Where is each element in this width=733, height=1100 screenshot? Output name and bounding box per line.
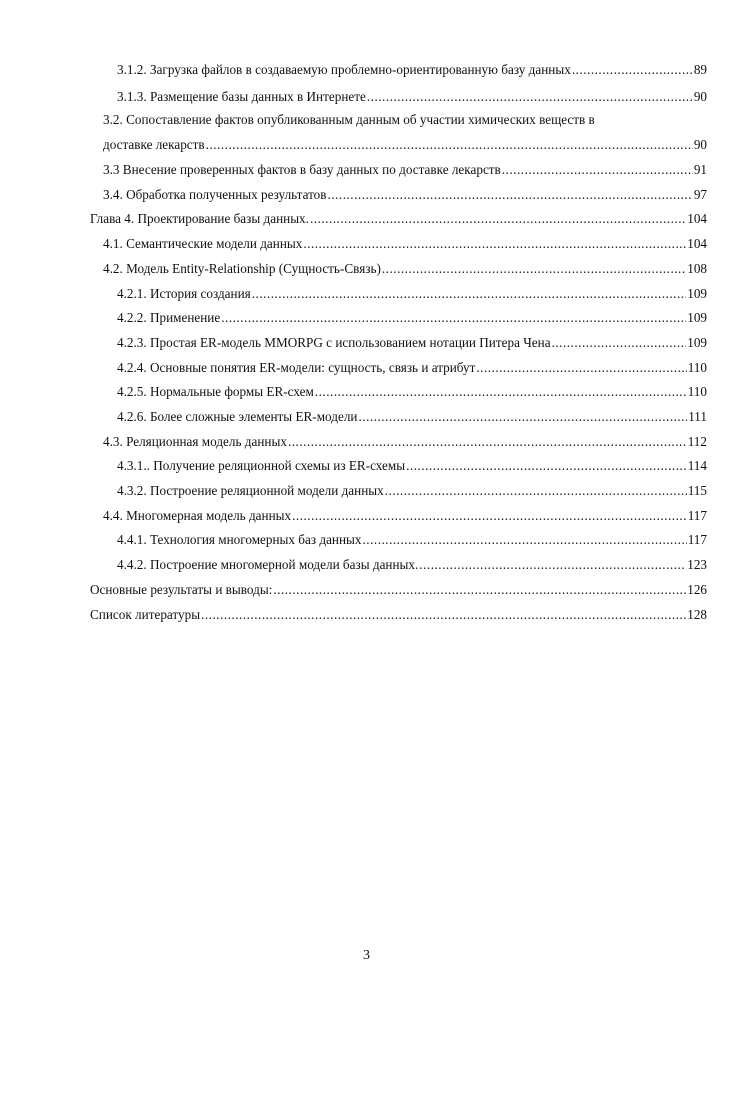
toc-dot-leader [385,479,687,503]
toc-entry-title: 4.2.4. Основные понятия ER-модели: сущность, связь и атрибут [117,360,476,375]
toc-entry-title: 4.4. Многомерная модель данных [103,508,292,523]
toc-entry-title: Список литературы [90,607,201,622]
toc-entry-title: 4.2.1. История создания [117,286,251,301]
toc-entry-page: 117 [687,532,707,547]
toc-entry-page: 126 [687,582,707,597]
toc-entry[interactable] [117,331,707,355]
toc-entry-title: 4.3. Реляционная модель данных [103,434,287,449]
toc-entry-title-line1: 3.2. Сопоставление фактов опубликованным данным об участии химических веществ в [103,112,595,127]
toc-entry[interactable] [103,133,707,157]
toc-entry[interactable] [103,430,707,454]
toc-entry-page: 108 [687,261,707,276]
toc-dot-leader [502,158,693,182]
toc-entry[interactable] [103,158,707,182]
toc-entry-title: 4.2.3. Простая ER-модель MMORPG с использованием нотации Питера Чена [117,335,551,350]
toc-entry[interactable] [117,380,707,404]
toc-dot-leader [328,183,693,207]
toc-dot-leader [206,133,693,157]
toc-dot-leader [273,578,686,602]
toc-entry-title: доставке лекарств [103,137,205,152]
toc-dot-leader [552,331,687,355]
toc-entry-title: Глава 4. Проектирование базы данных. [90,211,309,226]
toc-dot-leader [419,553,686,577]
toc-entry[interactable] [103,504,707,528]
toc-entry-page: 104 [687,236,707,251]
toc-entry-page: 109 [687,286,707,301]
toc-entry[interactable] [117,58,707,82]
toc-entry-page: 112 [687,434,707,449]
toc-dot-leader [406,454,687,478]
toc-dot-leader [303,232,686,256]
toc-entry-title: 4.4.2. Построение многомерной модели базы данных. [117,557,419,572]
toc-entry-page: 114 [687,458,707,473]
toc-entry-page: 117 [687,508,707,523]
toc-dot-leader [367,85,693,109]
page-number: 3 [363,948,370,963]
toc-entry-title: 3.1.3. Размещение базы данных в Интернете [117,89,366,104]
toc-entry-title: 4.2. Модель Entity-Relationship (Сущность-Связь) [103,261,381,276]
toc-dot-leader [572,58,693,82]
toc-entry[interactable] [117,528,707,552]
toc-entry-title: 4.2.5. Нормальные формы ER-схем [117,384,314,399]
toc-dot-leader [221,306,686,330]
toc-dot-leader [476,356,686,380]
toc-entry-title: 3.3 Внесение проверенных фактов в базу данных по доставке лекарств [103,162,501,177]
toc-entry-page: 89 [693,62,707,77]
toc-dot-leader [382,257,686,281]
toc-dot-leader [252,282,687,306]
toc-dot-leader [201,603,686,627]
toc-entry-title: Основные результаты и выводы: [90,582,273,597]
toc-entry[interactable] [117,479,707,503]
toc-entry[interactable] [117,85,707,109]
toc-entry-title: 4.2.2. Применение [117,310,221,325]
toc-dot-leader [315,380,687,404]
toc-entry[interactable] [117,282,707,306]
toc-entry-page: 115 [687,483,707,498]
toc-dot-leader [288,430,687,454]
toc-entry-title: 3.4. Обработка полученных результатов [103,187,327,202]
toc-entry-page: 91 [693,162,707,177]
toc-entry-title: 4.3.1.. Получение реляционной схемы из ER-схемы [117,458,406,473]
toc-entry[interactable] [90,207,707,231]
toc-entry[interactable] [117,405,707,429]
toc-entry-title: 4.1. Семантические модели данных [103,236,303,251]
toc-entry-page: 109 [687,310,707,325]
toc-dot-leader [358,405,687,429]
toc-entry[interactable] [103,257,707,281]
toc-entry-title: 4.2.6. Более сложные элементы ER-модели [117,409,358,424]
toc-entry[interactable] [103,232,707,256]
toc-entry[interactable] [117,553,707,577]
toc-entry-page: 104 [687,211,707,226]
toc-entry-title: 4.4.1. Технология многомерных баз данных [117,532,362,547]
toc-entry-page: 90 [693,137,707,152]
toc-entry-page: 110 [687,360,707,375]
toc-entry-page: 123 [687,557,707,572]
toc-entry-page: 110 [687,384,707,399]
toc-entry-page: 109 [687,335,707,350]
toc-dot-leader [310,207,686,231]
toc-dot-leader [292,504,687,528]
toc-entry-page: 128 [687,607,707,622]
toc-entry-title: 4.3.2. Построение реляционной модели данных [117,483,384,498]
toc-entry-title: 3.1.2. Загрузка файлов в создаваемую проблемно-ориентированную базу данных [117,62,571,77]
toc-entry-page: 111 [688,409,707,424]
toc-entry[interactable] [103,183,707,207]
toc-entry[interactable] [90,603,707,627]
toc-entry[interactable] [117,356,707,380]
toc-entry[interactable] [117,306,707,330]
toc-entry[interactable] [117,454,707,478]
toc-entry-page: 90 [693,89,707,104]
toc-dot-leader [363,528,687,552]
toc-entry-page: 97 [693,187,707,202]
toc-entry[interactable] [90,578,707,602]
